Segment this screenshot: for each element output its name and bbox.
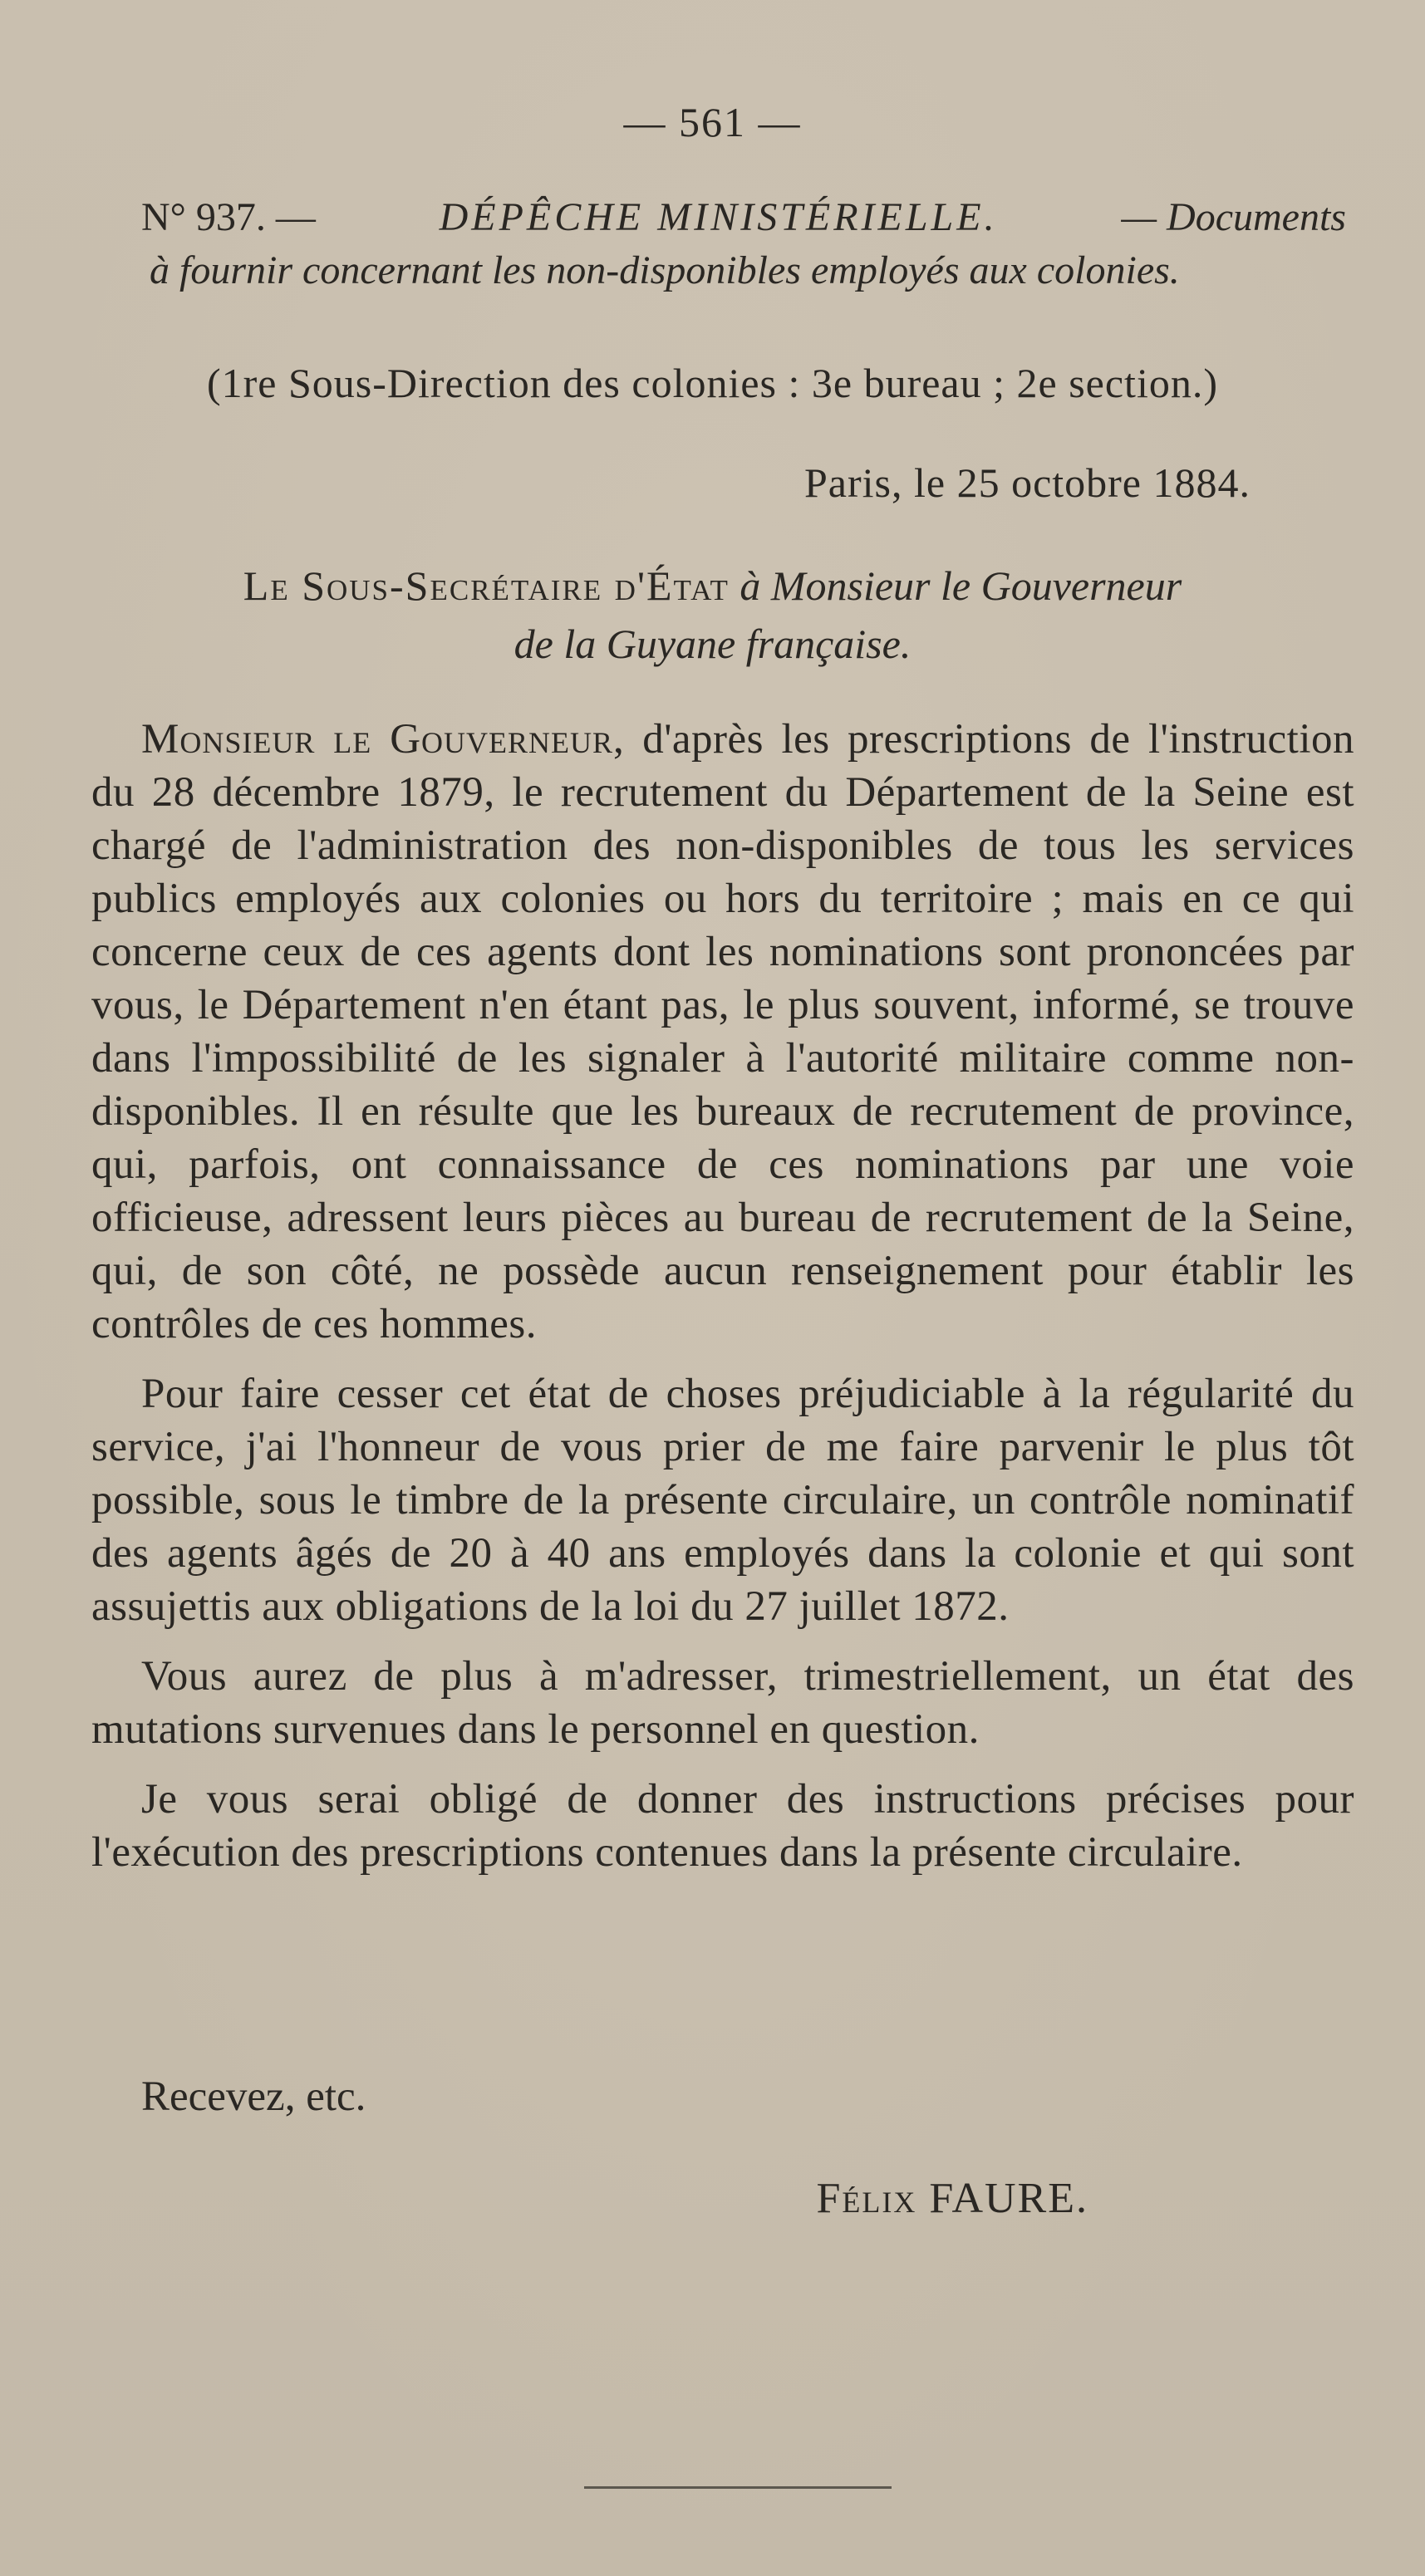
- document-number: N° 937. —: [141, 195, 316, 239]
- address-line: [0, 557, 1425, 615]
- sender: Le Sous-Secrétaire d'État: [243, 562, 730, 609]
- signature: Félix FAURE.: [816, 2175, 1088, 2222]
- paragraph: Vous aurez de plus à m'adresser, trimestriellement, un état des mutations survenues dans le personnel en question.: [91, 1653, 1354, 1753]
- paragraph: Pour faire cesser cet état de choses préjudiciable à la régularité du service, j'ai l'honneur de vous prier de me faire parvenir le plus tôt possible, sous le timbre de la présente circulaire, un contrôle nominatif des agents âgés de 20 à 40 ans employés dans la colonie et qui sont assujettis aux obligations de la loi du 27 juillet 1872.: [91, 1371, 1354, 1630]
- document-heading: DÉPÊCHE MINISTÉRIELLE.: [439, 195, 998, 239]
- page-number: — 561 —: [623, 99, 802, 145]
- paragraph: Je vous serai obligé de donner des instructions précises pour l'exécution des prescriptions contenues dans la présente circulaire.: [91, 1776, 1354, 1876]
- document-subject-lead: — Documents: [1121, 195, 1346, 239]
- end-rule-divider: [584, 2486, 892, 2489]
- letter-body: [91, 713, 1354, 1896]
- paragraph: [91, 713, 1354, 1351]
- closing-formula: Recevez, etc.: [141, 2073, 366, 2120]
- document-subject: à fournir concernant les non-disponibles employés aux colonies.: [150, 248, 1180, 292]
- recipient-line-1: à Monsieur le Gouverneur: [740, 562, 1182, 609]
- salutation: Monsieur le Gouverneur,: [141, 716, 625, 763]
- document-title: [141, 191, 1346, 297]
- recipient-line-2: de la Guyane française.: [513, 621, 912, 667]
- address-block: [0, 557, 1425, 673]
- dateline: Paris, le 25 octobre 1884.: [803, 459, 1251, 506]
- title-line: [141, 191, 1346, 244]
- administrative-direction: (1re Sous-Direction des colonies : 3e bureau ; 2e section.): [207, 360, 1218, 406]
- paragraph-1-text: d'après les prescriptions de l'instruction du 28 décembre 1879, le recrutement du Département de la Seine est chargé de l'administration des non-disponibles de tous les services publics employés aux colonies ou hors du territoire ; mais en ce qui concerne ceux de ces agents dont les nominations sont prononcées par vous, le Département n'en étant pas, le plus souvent, informé, se trouve dans l'impossibilité de les signaler à l'autorité militaire comme non-disponibles. Il en résulte que les bureaux de recrutement de province, qui, parfois, ont connaissance de ces nominations par une voie officieuse, adressent leurs pièces au bureau de recrutement de la Seine, qui, de son côté, ne possède aucun renseignement pour établir les contrôles de ces hommes.: [91, 716, 1354, 1347]
